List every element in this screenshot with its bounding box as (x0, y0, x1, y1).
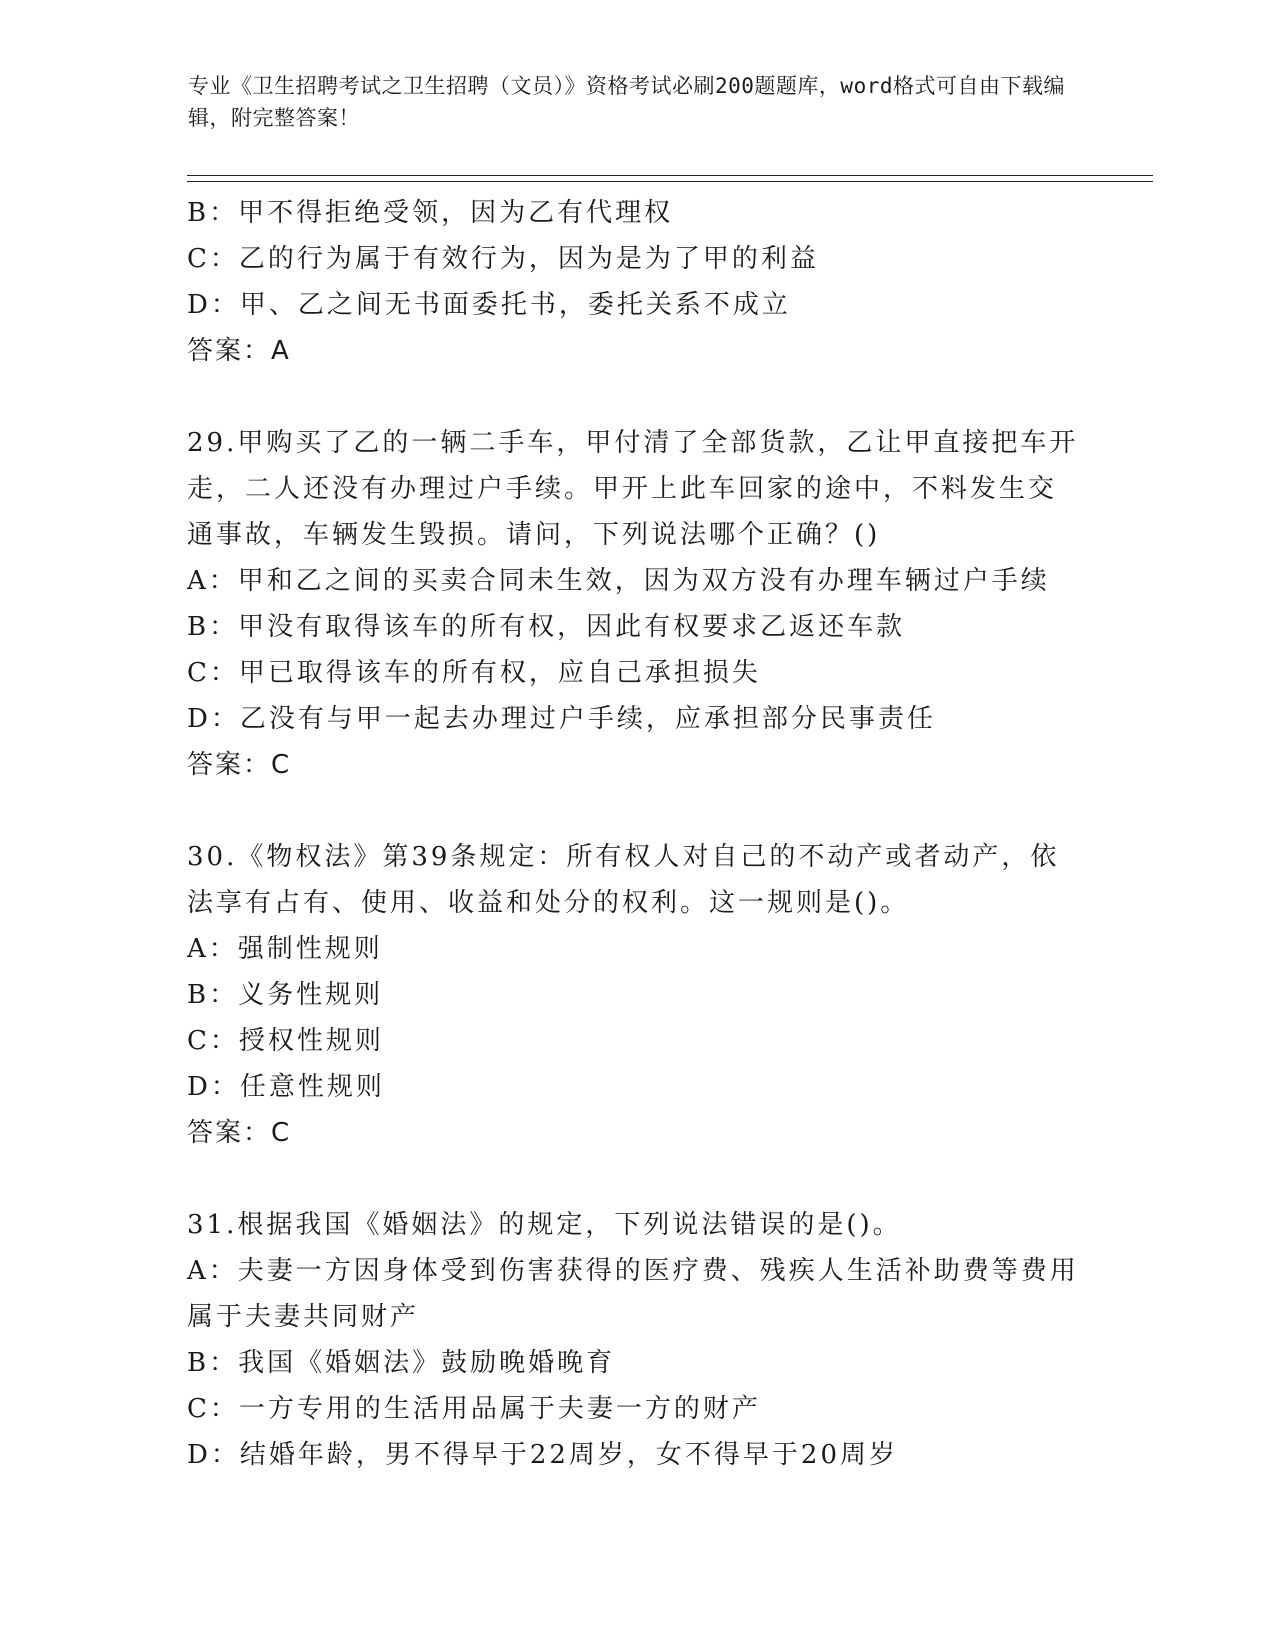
q30-option-c: C：授权性规则 (187, 1026, 384, 1056)
q31-option-a: A：夫妻一方因身体受到伤害获得的医疗费、残疾人生活补助费等费用 (187, 1256, 1079, 1286)
q29-answer: 答案：C (187, 750, 292, 780)
q28-option-c: C：乙的行为属于有效行为，因为是为了甲的利益 (187, 244, 819, 274)
q29-option-d: D：乙没有与甲一起去办理过户手续，应承担部分民事责任 (187, 704, 936, 734)
q30-answer: 答案：C (187, 1118, 292, 1148)
question-29 (187, 420, 1087, 788)
question-28-tail (187, 190, 1087, 374)
q31-stem-line: 31.根据我国《婚姻法》的规定，下列说法错误的是()。 (187, 1210, 902, 1240)
q30-option-a: A：强制性规则 (187, 934, 383, 964)
q28-option-d: D：甲、乙之间无书面委托书，委托关系不成立 (187, 290, 791, 320)
spacer (187, 1156, 1087, 1202)
spacer (187, 788, 1087, 834)
q29-option-c: C：甲已取得该车的所有权，应自己承担损失 (187, 658, 761, 688)
question-30 (187, 834, 1087, 1156)
q31-option-a-cont: 属于夫妻共同财产 (187, 1302, 420, 1332)
q30-stem-line: 30.《物权法》第39条规定：所有权人对自己的不动产或者动产，依 (187, 842, 1060, 872)
document-header: 专业《卫生招聘考试之卫生招聘（文员）》资格考试必刷200题题库，word格式可自由下载编辑，附完整答案！ (188, 74, 1065, 130)
q30-option-d: D：任意性规则 (187, 1072, 385, 1102)
q30-stem-line: 法享有占有、使用、收益和处分的权利。这一规则是()。 (187, 888, 910, 918)
q28-option-b: B：甲不得拒绝受领，因为乙有代理权 (187, 198, 674, 228)
q28-answer: 答案：A (187, 336, 291, 366)
q31-option-c: C：一方专用的生活用品属于夫妻一方的财产 (187, 1394, 761, 1424)
q29-option-a: A：甲和乙之间的买卖合同未生效，因为双方没有办理车辆过户手续 (187, 566, 1050, 596)
q30-option-b: B：义务性规则 (187, 980, 384, 1010)
q29-option-b: B：甲没有取得该车的所有权，因此有权要求乙返还车款 (187, 612, 906, 642)
question-31 (187, 1202, 1087, 1478)
q29-stem-line: 走，二人还没有办理过户手续。甲开上此车回家的途中，不料发生交 (187, 474, 1058, 504)
q29-stem-line: 29.甲购买了乙的一辆二手车，甲付清了全部货款，乙让甲直接把车开 (187, 428, 1079, 458)
q31-option-d: D：结婚年龄，男不得早于22周岁，女不得早于20周岁 (187, 1440, 899, 1470)
spacer (187, 374, 1087, 420)
q31-option-b: B：我国《婚姻法》鼓励晚婚晚育 (187, 1348, 616, 1378)
header-rule-bottom (187, 181, 1153, 182)
header-rule-top (187, 175, 1153, 176)
document-body (187, 190, 1087, 1478)
q29-stem-line: 通事故，车辆发生毁损。请问，下列说法哪个正确？() (187, 520, 881, 550)
